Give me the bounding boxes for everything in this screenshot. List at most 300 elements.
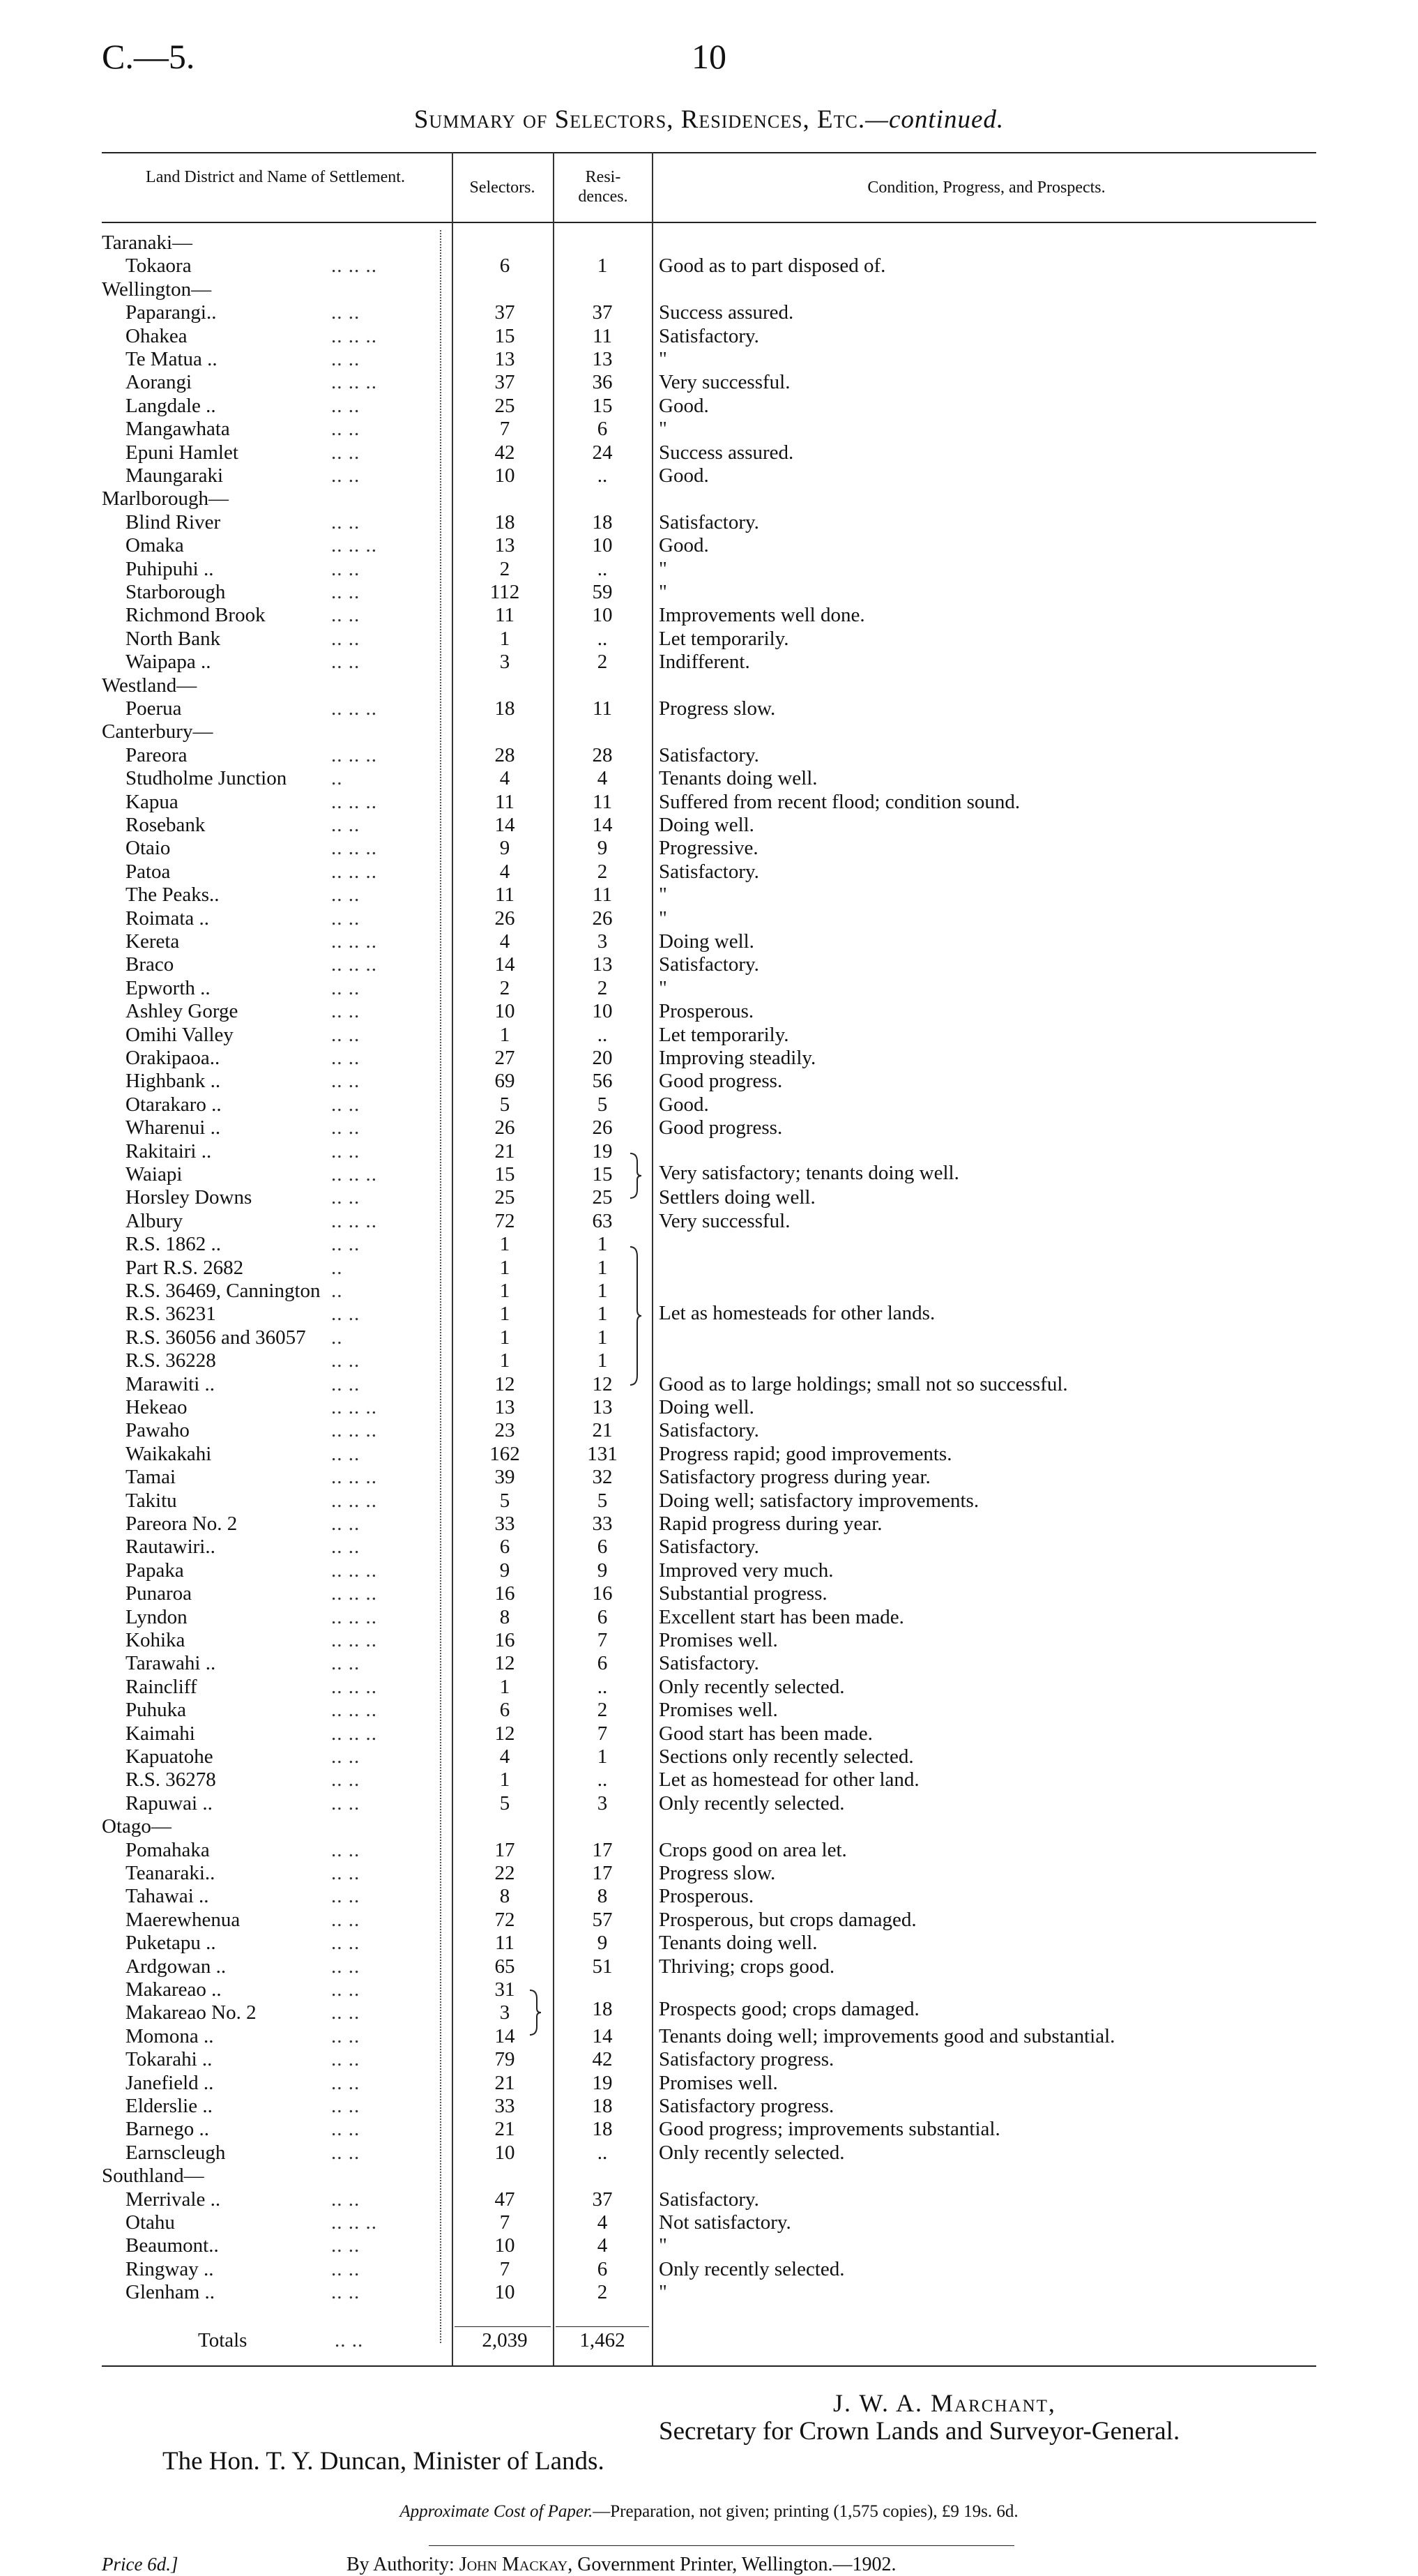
condition-text: Satisfactory.	[659, 510, 759, 533]
settlement-row	[0, 1629, 1418, 1652]
condition-text: Good.	[659, 1093, 709, 1116]
leader-dots: .. ..	[331, 2024, 360, 2047]
settlement-name: Omaka	[125, 534, 184, 557]
settlement-name: Highbank ..	[125, 1070, 221, 1093]
brace-rs-homesteads	[627, 1245, 644, 1386]
selectors-value: 11	[495, 790, 514, 813]
residences-value: 33	[592, 1513, 613, 1535]
settlement-name: Epuni Hamlet	[125, 441, 238, 464]
condition-text: Let as homesteads for other lands.	[659, 1302, 936, 1324]
district-heading	[0, 674, 1418, 697]
residences-value: 63	[592, 1209, 613, 1232]
leader-dots: ..	[331, 767, 343, 790]
district-name: Canterbury—	[102, 720, 213, 743]
leader-dots: .. ..	[331, 2001, 360, 2024]
settlement-name: R.S. 36469, Cannington	[125, 1280, 321, 1302]
settlement-row	[0, 1862, 1418, 1885]
settlement-row	[0, 861, 1418, 884]
settlement-row	[0, 1280, 1418, 1303]
condition-text: Tenants doing well.	[659, 1932, 818, 1955]
condition-text: Only recently selected.	[659, 2141, 845, 2164]
selectors-value: 21	[494, 2118, 515, 2141]
residences-value: 9	[597, 837, 608, 860]
residences-value: 9	[597, 1559, 608, 1582]
condition-text: Satisfactory.	[659, 743, 759, 766]
selectors-value: 162	[489, 1442, 520, 1465]
district-name: Marlborough—	[102, 487, 229, 510]
selectors-value: 23	[494, 1419, 515, 1442]
leader-dots: .. ..	[331, 627, 360, 650]
residences-value: ..	[597, 557, 608, 580]
totals-row	[0, 2329, 1418, 2352]
settlement-name: Roimata ..	[125, 907, 210, 930]
settlement-row	[0, 1257, 1418, 1280]
settlement-name: Blind River	[125, 510, 221, 533]
settlement-row	[0, 581, 1418, 604]
leader-dots: .. ..	[331, 1070, 360, 1093]
settlement-row	[0, 2025, 1418, 2048]
settlement-name: R.S. 36056 and 36057	[125, 1326, 306, 1349]
settlement-row	[0, 1093, 1418, 1116]
leader-dots: .. .. ..	[331, 1163, 377, 1185]
residences-value: 6	[597, 1605, 608, 1628]
settlement-name: Merrivale ..	[125, 2188, 221, 2211]
settlement-name: Elderslie ..	[125, 2095, 213, 2117]
settlement-name: Makareao No. 2	[125, 2001, 257, 2024]
residences-value: 51	[592, 1955, 613, 1978]
condition-text: Crops good on area let.	[659, 1838, 847, 1861]
leader-dots: .. ..	[331, 1745, 360, 1768]
district-heading	[0, 278, 1418, 301]
leader-dots: .. .. ..	[331, 1675, 377, 1698]
leader-dots: .. ..	[331, 2095, 360, 2117]
settlement-name: Langdale ..	[125, 394, 216, 417]
selectors-value: 16	[494, 1582, 515, 1605]
settlement-name: Glenham ..	[125, 2281, 215, 2304]
residences-value: 7	[597, 1629, 608, 1651]
condition-text: "	[659, 976, 667, 999]
settlement-name: Papaka	[125, 1559, 184, 1582]
residences-value: 18	[592, 2095, 613, 2117]
selectors-value: 25	[494, 394, 515, 417]
settlement-name: Otahu	[125, 2211, 175, 2234]
residences-value: 1	[597, 1256, 608, 1279]
condition-text: Progress slow.	[659, 1862, 776, 1884]
residences-value: 56	[592, 1070, 613, 1093]
settlement-name: Beaumont..	[125, 2234, 219, 2257]
selectors-value: 12	[494, 1722, 515, 1745]
leader-dots: .. ..	[331, 510, 360, 533]
table-bottom-rule	[102, 2365, 1316, 2367]
totals-dots: .. ..	[335, 2329, 364, 2351]
selectors-value: 13	[494, 1396, 515, 1418]
printer-authority	[346, 2554, 896, 2576]
settlement-name: Maungaraki	[125, 464, 224, 487]
settlement-name: Kohika	[125, 1629, 185, 1651]
condition-text: Satisfactory.	[659, 1536, 759, 1559]
residences-value: 4	[597, 767, 608, 790]
selectors-value: 6	[499, 255, 510, 278]
residences-value: 11	[593, 884, 612, 907]
condition-text: Tenants doing well; improvements good and substantial.	[659, 2024, 1115, 2047]
price: Price 6d.]	[102, 2554, 178, 2575]
residences-value: 11	[593, 790, 612, 813]
selectors-value: 1	[499, 1233, 510, 1256]
leader-dots: .. ..	[331, 2234, 360, 2257]
leader-dots: .. ..	[331, 1233, 360, 1256]
settlement-row	[0, 1047, 1418, 1070]
condition-text: Good progress.	[659, 1116, 783, 1139]
settlement-name: Kereta	[125, 930, 180, 953]
condition-text: Good progress; improvements substantial.	[659, 2118, 1000, 2141]
condition-text: Progress rapid; good improvements.	[659, 1442, 952, 1465]
settlement-row	[0, 2048, 1418, 2071]
settlement-name: Earnscleugh	[125, 2141, 226, 2164]
condition-text: Doing well; satisfactory improvements.	[659, 1489, 979, 1512]
condition-text: Tenants doing well.	[659, 767, 818, 790]
leader-dots: .. ..	[331, 1513, 360, 1535]
residences-value: 6	[597, 2257, 608, 2280]
selectors-value: 22	[494, 1862, 515, 1884]
leader-dots: .. ..	[331, 418, 360, 441]
residences-value: 18	[592, 2118, 613, 2141]
leader-dots: .. ..	[331, 884, 360, 907]
signatory-title: Secretary for Crown Lands and Surveyor-General.	[659, 2417, 1180, 2446]
residences-value: 28	[592, 743, 613, 766]
settlement-row	[0, 2211, 1418, 2234]
leader-dots: .. ..	[331, 1908, 360, 1931]
column-header-selectors: Selectors.	[469, 179, 535, 197]
condition-text: Satisfactory progress.	[659, 2048, 834, 2071]
leader-dots: .. ..	[331, 1047, 360, 1069]
residences-value: 14	[592, 814, 613, 836]
leader-dots: .. .. ..	[331, 860, 377, 883]
leader-dots: .. .. ..	[331, 953, 377, 976]
leader-dots: .. ..	[331, 2141, 360, 2164]
settlement-row	[0, 2142, 1418, 2165]
selectors-value: 2	[499, 557, 510, 580]
selectors-value: 25	[494, 1186, 515, 1209]
residences-value: 8	[597, 1885, 608, 1908]
group-makareao	[0, 1998, 1418, 2021]
residences-value: 2	[597, 651, 608, 674]
selectors-value: 11	[495, 884, 514, 907]
title-suffix: —continued.	[865, 105, 1005, 134]
settlement-row	[0, 697, 1418, 720]
selectors-value: 7	[499, 2211, 510, 2234]
condition-text: Let temporarily.	[659, 1023, 789, 1046]
leader-dots: .. .. ..	[331, 324, 377, 347]
settlement-name: Janefield ..	[125, 2071, 214, 2094]
page-title	[0, 105, 1418, 135]
leader-dots: .. .. ..	[331, 1419, 377, 1442]
settlement-row	[0, 1909, 1418, 1932]
settlement-name: Mangawhata	[125, 418, 230, 441]
column-header-condition: Condition, Progress, and Prospects.	[867, 179, 1106, 197]
selectors-value: 15	[494, 1163, 515, 1185]
condition-text: "	[659, 348, 667, 370]
residences-value: 13	[592, 953, 613, 976]
leader-dots: .. ..	[331, 1978, 360, 2001]
selectors-value: 2	[499, 976, 510, 999]
addressee: The Hon. T. Y. Duncan, Minister of Lands.	[162, 2447, 604, 2476]
settlement-row	[0, 371, 1418, 394]
settlement-name: Orakipaoa..	[125, 1047, 220, 1069]
column-header-residences: Resi-dences.	[578, 168, 628, 206]
residences-value: 1	[597, 1280, 608, 1302]
cost-of-paper	[0, 2502, 1418, 2522]
totals-selectors: 2,039	[482, 2329, 528, 2351]
settlement-name: Richmond Brook	[125, 604, 266, 627]
district-name: Otago—	[102, 1815, 171, 1838]
leader-dots: .. ..	[331, 1303, 360, 1326]
condition-text: Good progress.	[659, 1070, 783, 1093]
settlement-name: Tarawahi ..	[125, 1652, 216, 1675]
leader-dots: .. ..	[331, 394, 360, 417]
condition-text: Progressive.	[659, 837, 758, 860]
settlement-name: Ohakea	[125, 324, 188, 347]
settlement-row	[0, 907, 1418, 930]
settlement-row	[0, 1466, 1418, 1489]
selectors-value: 14	[494, 2024, 515, 2047]
residences-value: 7	[597, 1722, 608, 1745]
condition-text: Satisfactory progress.	[659, 2095, 834, 2117]
condition-text: Good as to part disposed of.	[659, 255, 886, 278]
settlement-name: Horsley Downs	[125, 1186, 252, 1209]
settlement-row	[0, 2118, 1418, 2141]
condition-text: Good start has been made.	[659, 1722, 873, 1745]
leader-dots: .. ..	[331, 1023, 360, 1046]
residences-value: 11	[593, 697, 612, 720]
settlement-name: R.S. 36231	[125, 1303, 216, 1326]
condition-text: "	[659, 907, 667, 930]
selectors-value: 26	[494, 907, 515, 930]
residences-value: 1	[597, 1303, 608, 1326]
settlement-name: Teanaraki..	[125, 1862, 215, 1884]
settlement-name: Tokaora	[125, 255, 192, 278]
condition-text: Settlers doing well.	[659, 1186, 816, 1209]
condition-text: Good.	[659, 534, 709, 557]
residences-value: 9	[597, 1932, 608, 1955]
selectors-value: 1	[499, 1349, 510, 1372]
leader-dots: .. ..	[331, 814, 360, 836]
district-name: Wellington—	[102, 278, 212, 301]
residences-value: 1	[597, 1326, 608, 1349]
settlement-row	[0, 2234, 1418, 2257]
condition-text: Success assured.	[659, 301, 794, 324]
brace-rakitairi	[627, 1152, 644, 1199]
settlement-row	[0, 1885, 1418, 1908]
condition-text: Doing well.	[659, 930, 754, 953]
selectors-value: 112	[489, 581, 520, 603]
district-name: Westland—	[102, 674, 197, 697]
signatory-name-text: J. W. A. Marchant,	[833, 2389, 1056, 2417]
district-heading	[0, 720, 1418, 743]
selectors-value: 1	[499, 627, 510, 650]
selectors-value: 4	[499, 930, 510, 953]
selectors-value: 8	[499, 1885, 510, 1908]
settlement-name: Rakitairi ..	[125, 1139, 212, 1162]
residences-value: 2	[597, 976, 608, 999]
residences-value: 1	[597, 1349, 608, 1372]
settlement-row	[0, 1536, 1418, 1559]
residences-value: ..	[597, 1023, 608, 1046]
settlement-row	[0, 2188, 1418, 2211]
residences-value: 1	[597, 255, 608, 278]
selectors-value: 5	[499, 1489, 510, 1512]
leader-dots: .. ..	[331, 2281, 360, 2304]
settlement-row	[0, 2095, 1418, 2118]
condition-text: Satisfactory.	[659, 324, 759, 347]
settlement-name: Rautawiri..	[125, 1536, 215, 1559]
condition-text: Very successful.	[659, 371, 791, 394]
selectors-value: 42	[494, 441, 515, 464]
leader-dots: .. ..	[331, 976, 360, 999]
totals-residences: 1,462	[579, 2329, 625, 2351]
selectors-value: 3	[499, 651, 510, 674]
condition-text: Good.	[659, 394, 709, 417]
residences-value: 15	[592, 394, 613, 417]
leader-dots: .. .. ..	[331, 534, 377, 557]
cost-text: —Preparation, not given; printing (1,575 copies), £9 19s. 6d.	[593, 2502, 1019, 2521]
condition-text: Satisfactory.	[659, 953, 759, 976]
residences-value: 36	[592, 371, 613, 394]
leader-dots: .. ..	[331, 1186, 360, 1209]
residences-value: 3	[597, 1791, 608, 1814]
district-name: Southland—	[102, 2165, 204, 2188]
settlement-row	[0, 1326, 1418, 1349]
settlement-row	[0, 325, 1418, 348]
settlement-row	[0, 1443, 1418, 1466]
totals-label: Totals	[198, 2329, 247, 2351]
residences-value: 59	[592, 581, 613, 603]
settlement-name: Patoa	[125, 860, 171, 883]
district-heading	[0, 232, 1418, 255]
condition-text: Success assured.	[659, 441, 794, 464]
settlement-row	[0, 1000, 1418, 1023]
selectors-value: 18	[494, 510, 515, 533]
condition-text: Excellent start has been made.	[659, 1605, 904, 1628]
leader-dots: .. ..	[331, 1000, 360, 1023]
condition-text: "	[659, 581, 667, 603]
leader-dots: ..	[331, 1326, 343, 1349]
residences-value: 1	[597, 1745, 608, 1768]
leader-dots: .. ..	[331, 1349, 360, 1372]
settlement-row	[0, 1559, 1418, 1582]
district-heading	[0, 2165, 1418, 2188]
settlement-name: Momona ..	[125, 2024, 214, 2047]
selectors-value: 72	[494, 1209, 515, 1232]
selectors-value: 8	[499, 1605, 510, 1628]
condition-text: Let as homestead for other land.	[659, 1768, 920, 1791]
leader-dots: .. ..	[331, 1139, 360, 1162]
settlement-name: Ringway ..	[125, 2257, 214, 2280]
leader-dots: .. ..	[331, 2118, 360, 2141]
residences-value: 2	[597, 2281, 608, 2304]
condition-text: Promises well.	[659, 1629, 778, 1651]
condition-text: Rapid progress during year.	[659, 1513, 883, 1535]
residences-value: 4	[597, 2234, 608, 2257]
selectors-value: 5	[499, 1791, 510, 1814]
settlement-name: Rosebank	[125, 814, 206, 836]
selectors-value: 11	[495, 1932, 514, 1955]
condition-text: Satisfactory.	[659, 2188, 759, 2211]
condition-text: Very satisfactory; tenants doing well.	[659, 1162, 959, 1184]
selectors-value: 4	[499, 1745, 510, 1768]
settlement-row	[0, 767, 1418, 790]
selectors-value: 21	[494, 2071, 515, 2094]
condition-text: Indifferent.	[659, 651, 750, 674]
leader-dots: .. .. ..	[331, 743, 377, 766]
leader-dots: .. ..	[331, 2048, 360, 2071]
selectors-value: 7	[499, 418, 510, 441]
condition-text: Thriving; crops good.	[659, 1955, 835, 1978]
selectors-value: 31	[494, 1978, 515, 2001]
leader-dots: .. .. ..	[331, 1582, 377, 1605]
settlement-name: Waipapa ..	[125, 651, 211, 674]
condition-text: Suffered from recent flood; condition sound.	[659, 790, 1021, 813]
residences-value: 57	[592, 1908, 613, 1931]
settlement-row	[0, 651, 1418, 674]
settlement-row	[0, 1070, 1418, 1093]
selectors-value: 7	[499, 2257, 510, 2280]
selectors-value: 1	[499, 1768, 510, 1791]
leader-dots: .. ..	[331, 1442, 360, 1465]
leader-dots: .. .. ..	[331, 255, 377, 278]
selectors-value: 1	[499, 1303, 510, 1326]
settlement-row	[0, 628, 1418, 651]
settlement-row	[0, 348, 1418, 371]
settlement-row	[0, 1792, 1418, 1815]
settlement-name: Ardgowan ..	[125, 1955, 227, 1978]
residences-value: ..	[597, 2141, 608, 2164]
settlement-name: Marawiti ..	[125, 1372, 215, 1395]
settlement-name: Kaimahi	[125, 1722, 195, 1745]
selectors-value: 37	[494, 301, 515, 324]
residences-value: 10	[592, 534, 613, 557]
selectors-value: 4	[499, 767, 510, 790]
selectors-value: 5	[499, 1093, 510, 1116]
settlement-row	[0, 791, 1418, 814]
settlement-name: Starborough	[125, 581, 226, 603]
settlement-row	[0, 1768, 1418, 1791]
leader-dots: .. .. ..	[331, 697, 377, 720]
leader-dots: .. ..	[331, 1791, 360, 1814]
settlement-row	[0, 534, 1418, 557]
leader-dots: .. ..	[331, 1885, 360, 1908]
residences-value: 26	[592, 907, 613, 930]
settlement-row	[0, 1745, 1418, 1768]
settlement-name: R.S. 36228	[125, 1349, 216, 1372]
settlement-name: Tamai	[125, 1466, 176, 1489]
residences-value: 1	[597, 1233, 608, 1256]
condition-text: Improving steadily.	[659, 1047, 816, 1069]
residences-value: ..	[597, 1675, 608, 1698]
settlement-row	[0, 1373, 1418, 1396]
settlement-name: Pomahaka	[125, 1838, 210, 1861]
residences-value: 10	[592, 1000, 613, 1023]
residences-value: 21	[592, 1419, 613, 1442]
settlement-name: Maerewhenua	[125, 1908, 241, 1931]
condition-text: Promises well.	[659, 2071, 778, 2094]
residences-value: 5	[597, 1489, 608, 1512]
condition-text: Improved very much.	[659, 1559, 834, 1582]
settlement-row	[0, 418, 1418, 441]
leader-dots: .. ..	[331, 2071, 360, 2094]
residences-value: 10	[592, 604, 613, 627]
authority-suffix: , Government Printer, Wellington.—1902.	[567, 2554, 897, 2575]
leader-dots: .. .. ..	[331, 837, 377, 860]
